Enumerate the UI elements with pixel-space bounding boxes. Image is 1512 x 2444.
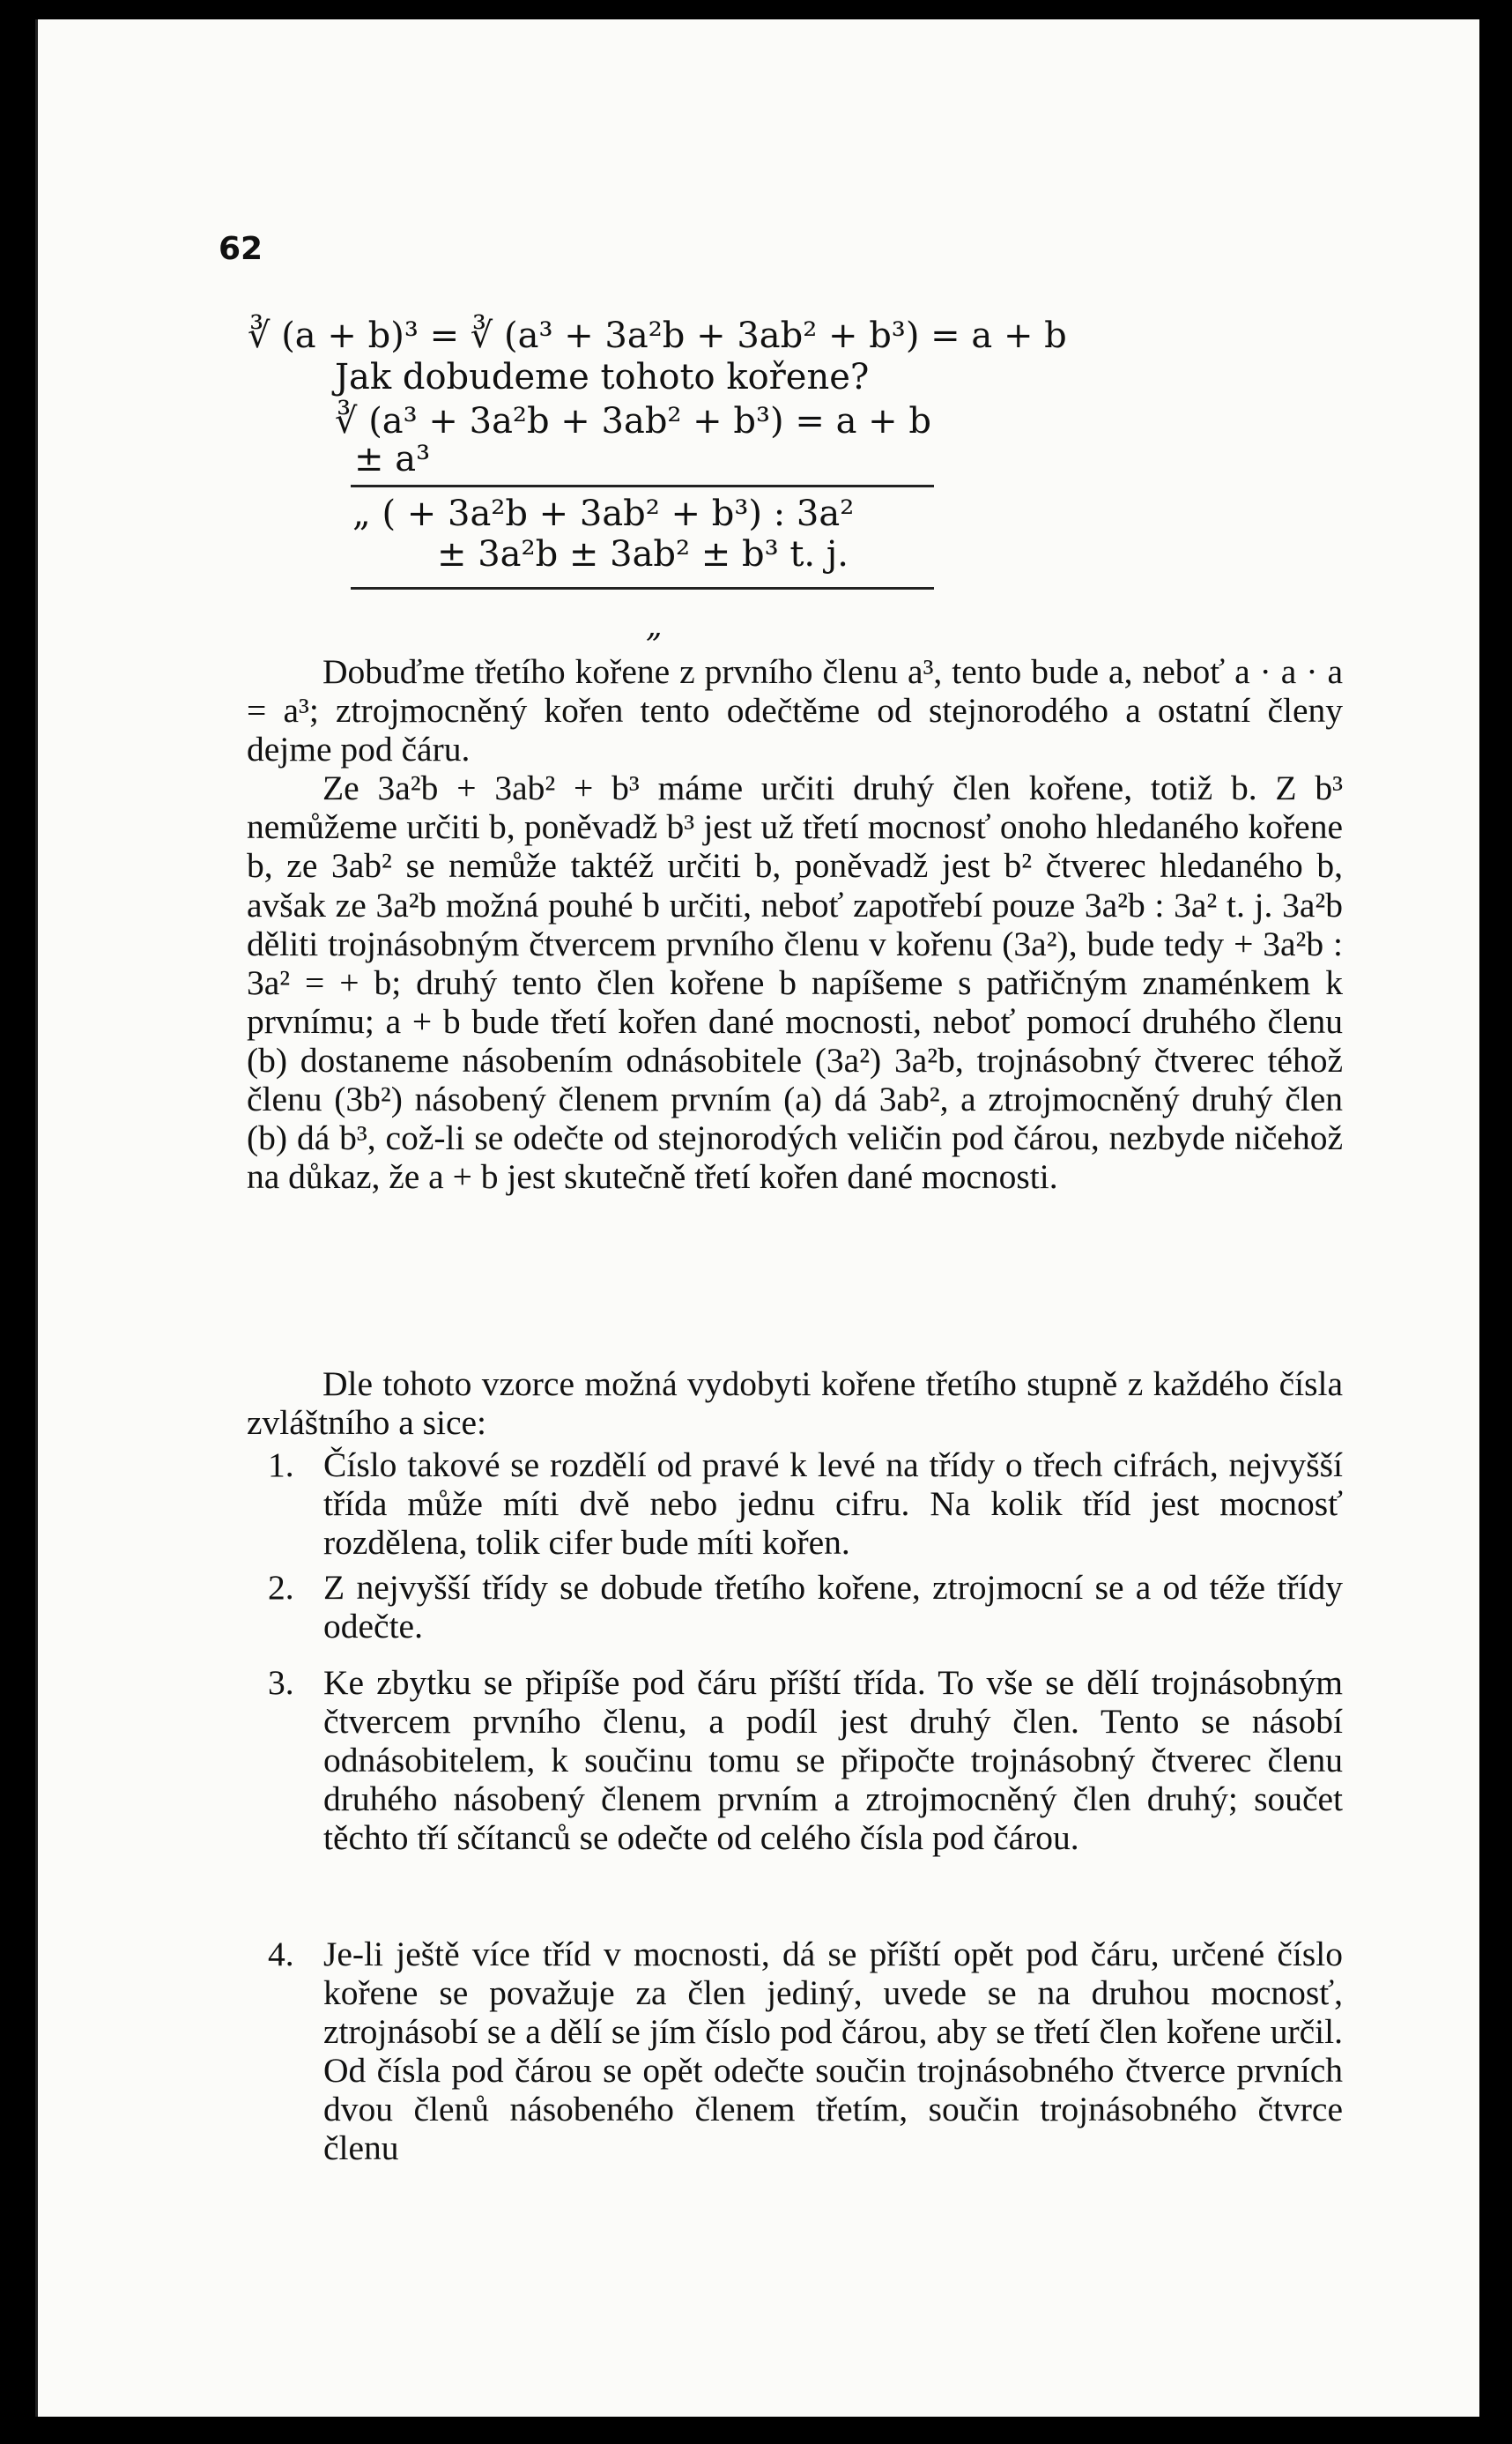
- list-number: 4.: [268, 1935, 294, 1973]
- page-number: 62: [219, 231, 263, 267]
- paragraph-1: Dobuďme třetího kořene z prvního členu a³, tento bude a, neboť a · a · a = a³; ztrojmocněný kořen tento odečtěme od stejnorodého a ostatní členy dejme pod čáru.: [247, 652, 1343, 769]
- list-text: Číslo takové se rozdělí od pravé k levé na třídy o třech cifrách, nejvyšší třída může míti dvě nebo jednu cifru. Na kolik tříd jest mocnosť rozdělena, tolik cifer bude míti kořen.: [323, 1445, 1343, 1562]
- list-text: Je-li ještě více tříd v mocnosti, dá se příští opět pod čáru, určené číslo kořene se považuje za člen jediný, uvede se na druhou mocnosť, ztrojnásobí se a dělí se jím číslo pod čárou, aby se třetí člen kořene určil. Od čísla pod čárou se opět odečte součin trojnásobného čtverce prvních dvou členů násobeného členem třetím, součin trojnásobného čtvrce členu: [323, 1935, 1343, 2167]
- division-rule-2: [351, 587, 934, 590]
- main-text: [247, 652, 1343, 1196]
- equation-line-6: ± 3a²b ± 3ab² ± b³ t. j.: [437, 534, 849, 575]
- list-number: 3.: [268, 1663, 294, 1702]
- equation-line-1: ∛ (a + b)³ = ∛ (a³ + 3a²b + 3ab² + b³) = a + b: [248, 316, 1067, 356]
- list-text: Ke zbytku se připíše pod čáru příští třída. To vše se dělí trojnásobným čtvercem prvního členu, a podíl jest druhý člen. Tento se násobí odnásobitelem, k součinu tomu se připočte trojnásobný čtverec členu druhého násobený členem prvním a ztrojmocněný člen druhý; součet těchto tří sčítanců se odečte od celého čísla pod čárou.: [323, 1663, 1343, 1857]
- paragraph-3: Dle tohoto vzorce možná vydobyti kořene třetího stupně z každého čísla zvláštního a sice:: [247, 1364, 1343, 1443]
- list-number: 1.: [268, 1445, 294, 1484]
- list-text: Z nejvyšší třídy se dobude třetího kořene, ztrojmocní se a od téže třídy odečte.: [323, 1568, 1343, 1645]
- intro-text: [247, 1364, 1343, 1442]
- paragraph-2: Ze 3a²b + 3ab² + b³ máme určiti druhý člen kořene, totiž b. Z b³ nemůžeme určiti b, poněvadž b³ jest už třetí mocnosť onoho hledaného kořene b, ze 3ab² se nemůže taktéž určiti b, poněvadž jest b² čtverec hledaného b, avšak ze 3a²b možná pouhé b určiti, neboť zapotřebí pouze 3a²b : 3a² t. j. 3a²b děliti trojnásobným čtvercem prvního členu v kořenu (3a²), bude tedy + 3a²b : 3a² = + b; druhý tento člen kořene b napíšeme s patřičným znaménkem k prvnímu; a + b bude třetí kořen dané mocnosti, neboť pomocí druhého členu (b) dostaneme násobením odnásobitele (3a²) 3a²b, trojnásobný čtverec téhož členu (3b²) násobený členem prvním (a) dá 3ab², a ztrojmocněný druhý člen (b) dá b³, což-li se odečte od stejnorodých veličin pod čárou, nezbyde ničehož na důkaz, že a + b jest skutečně třetí kořen dané mocnosti.: [247, 769, 1343, 1197]
- equation-line-3: ∛ (a³ + 3a²b + 3ab² + b³) = a + b: [335, 401, 931, 442]
- ditto-mark: „: [646, 608, 663, 644]
- equation-line-5: „ ( + 3a²b + 3ab² + b³) : 3a²: [352, 494, 855, 534]
- equation-line-4: ± a³: [354, 439, 431, 479]
- equation-question: Jak dobudeme tohoto kořene?: [335, 357, 870, 397]
- division-rule-1: [351, 485, 934, 487]
- list-number: 2.: [268, 1568, 294, 1607]
